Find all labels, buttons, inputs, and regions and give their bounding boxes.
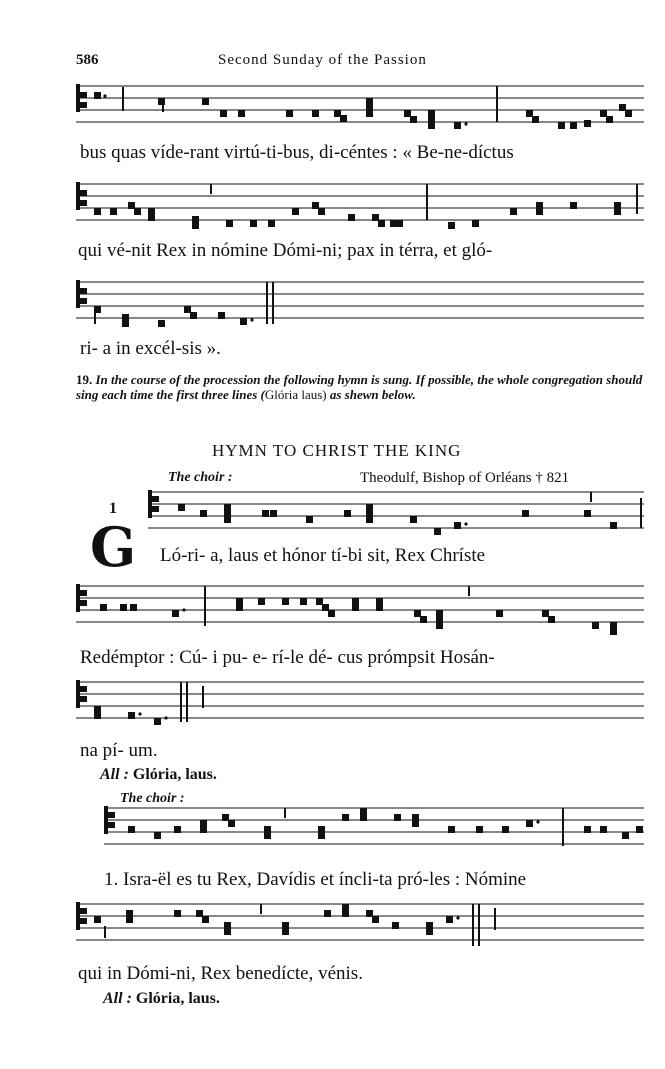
chant-staff-4 [148,490,644,540]
square-note-icon [94,86,632,129]
square-note-icon [128,808,643,846]
lyric-line-3: ri- a in excél-sis ». [80,338,221,359]
lyric-line-6: na pí- um. [80,740,158,761]
square-note-icon [178,492,642,535]
chant-staff-1 [76,84,644,134]
all-label: All : [100,766,129,783]
chant-staff-6 [76,680,644,730]
choir-label-1: The choir : [168,470,233,485]
double-bar-icon [180,682,188,722]
rubric-number: 19. [76,372,93,387]
lyric-line-8: qui in Dómi-ni, Rex benedícte, vénis. [78,963,363,984]
do-clef-icon [76,84,87,112]
square-note-icon [94,904,460,938]
hymn-title: HYMN TO CHRIST THE KING [212,441,462,460]
square-note-icon [94,306,254,327]
lyric-line-5: Redémptor : Cú- i pu- e- rí-le dé- cus prómpsit Hosán- [80,647,495,668]
chant-staff-7 [104,806,644,856]
all-refrain-2 [103,990,220,1008]
rubric-italic-end: as shewn below. [329,387,416,402]
all-text: Glória, laus. [132,766,217,783]
chant-staff-5 [76,584,644,634]
lyric-line-4: Ló-ri- a, laus et hónor tí-bi sit, Rex Chríste [160,545,486,566]
choir-label-2: The choir : [120,791,185,806]
initial-letter: G [90,515,137,579]
do-clef-icon [76,280,87,308]
chant-staff-3 [76,280,644,330]
running-title: Second Sunday of the Passion [218,52,427,68]
square-note-icon [94,184,638,229]
lyric-line-2: qui vé-nit Rex in nómine Dómi-ni; pax in térra, et gló- [78,240,493,261]
do-clef-icon [76,182,87,210]
all-text: Glória, laus. [135,990,220,1007]
lyric-line-7: 1. Isra-ël es tu Rex, Davídis et íncli-ta pró-les : Nómine [104,869,527,890]
lyric-line-1: bus quas víde-rant virtú-ti-bus, di-céntes : « Be-ne-díctus [80,142,514,163]
rubric-italic: In the course of the procession the following hymn is sung. If possible, the whole congregation should sing each time the first three lines ( [76,372,643,402]
rubric-plain: Glória laus) [264,387,327,402]
chant-staff-2 [76,182,644,232]
page-number: 586 [76,52,99,68]
all-label: All : [103,990,132,1007]
all-refrain-1 [100,766,217,784]
square-note-icon [94,706,168,725]
hymn-attribution: Theodulf, Bishop of Orléans † 821 [360,470,570,486]
verse-number: 1 [109,500,117,517]
rubric-instruction [76,372,644,402]
chant-staff-8 [76,902,644,952]
